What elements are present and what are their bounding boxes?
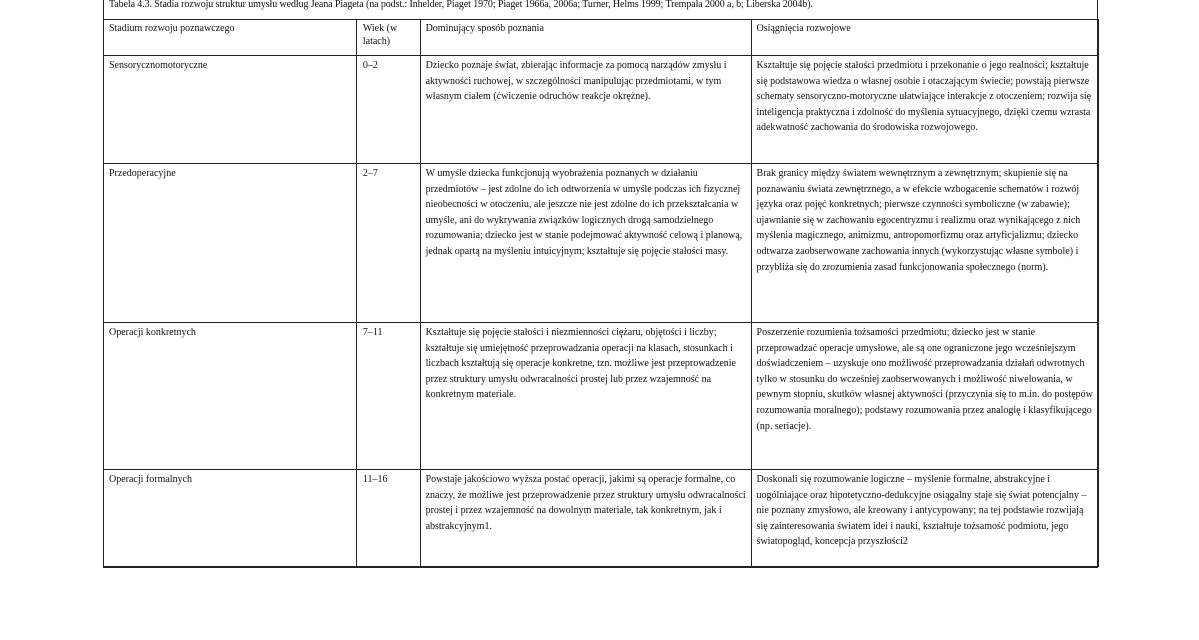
piaget-stages-table bbox=[103, 19, 1099, 567]
achievements-cell: Brak granicy między światem wewnętrznym a zewnętrznym; skupienie się na poznawaniu świata zewnętrznego, a w efekcie wzbogacenie schematów i rozwój języka oraz pojęć konkretnych; pierwsze czynności symboliczne (w zabawie); ujawnianie się w zachowaniu egocentryzmu i realizmu oraz wynikającego z nich myślenia magicznego, animizmu, antropomorfizmu oraz artyficjalizmu; dziecko odtwarza zaobserwowane zachowania innych (wykorzystując własne symbole) i przybliża się do zrozumienia zasad funkcjonowania społecznego (norm). bbox=[751, 164, 1098, 323]
mode-cell: Kształtuje się pojęcie stałości i niezmienności ciężaru, objętości i liczby; kształtuje się umiejętność przeprowadzania operacji na klasach, stosunkach i liczbach kształtują się operacje konkretne, tzn. możliwe jest przeprowadzenie przez struktury umysłu odwracalności prostej lub przez wzajemność na konkretnym materiale. bbox=[420, 323, 751, 470]
table-caption: Tabela 4.3. Stadia rozwoju struktur umysłu według Jeana Piageta (na podst.: Inhelder, Piaget 1970; Piaget 1966a, 2006a; Turner, Helms 1999; Trempała 2000 a, b; Liberska 2004b). bbox=[109, 0, 813, 10]
mode-cell: Dziecko poznaje świat, zbierając informacje za pomocą narządów zmysłu i aktywności ruchowej, w szczególności manipulując przedmiotami, w tym własnym ciałem (ćwiczenie odruchów reakcje okrężne). bbox=[420, 56, 751, 164]
header-achievements: Osiągnięcia rozwojowe bbox=[751, 20, 1098, 56]
mode-cell: Powstaje jakościowo wyższa postać operacji, jakimi są operacje formalne, co znaczy, że możliwe jest przeprowadzenie przez struktury umysłu odwracalności prostej i przez wzajemność na dowolnym materiale, tak konkretnym, jak i abstrakcyjnym1. bbox=[420, 470, 751, 567]
achievements-cell: Poszerzenie rozumienia tożsamości przedmiotu; dziecko jest w stanie przeprowadzać operacje umysłowe, ale są one ograniczone jego wcześniejszym doświadczeniem – uzyskuje ono możliwość przeprowadzania działań odwrotnych tylko w stosunku do wcześniej zaobserwowanych i możliwość niwelowania, w pewnym stopniu, skutków własnej aktywności (przyczynia się to m.in. do postępów rozumowania moralnego); podstawy rozumowania przez analogię i klasyfikującego (np. seriacje). bbox=[751, 323, 1098, 470]
stage-cell: Operacji formalnych bbox=[104, 470, 357, 567]
mode-cell: W umyśle dziecka funkcjonują wyobrażenia poznanych w działaniu przedmiotów – jest zdolne do ich odtworzenia w umyśle podczas ich fizycznej nieobecności w otoczeniu, ale jeszcze nie jest zdolne do ich przekształcania w umyśle, ani do wykrywania związków logicznych drogą samodzielnego rozumowania; dziecko jest w stanie podejmować aktywność celową i planową, jednak opartą na myśleniu intuicyjnym; kształtuje się pojęcie stałości masy. bbox=[420, 164, 751, 323]
stage-cell: Sensorycznomotoryczne bbox=[104, 56, 357, 164]
header-mode: Dominujący sposób poznania bbox=[420, 20, 751, 56]
age-cell: 2–7 bbox=[356, 164, 420, 323]
stage-cell: Operacji konkretnych bbox=[104, 323, 357, 470]
document-page bbox=[103, 0, 1098, 568]
achievements-cell: Doskonali się rozumowanie logiczne – myślenie formalne, abstrakcyjne i uogólniające oraz hipotetyczno-dedukcyjne osiągalny staje się świat potencjalny – nie poznany zmysłowo, ale kreowany i antycypowany; na tej podstawie rozwijają się zainteresowania światem idei i nauki, kształtuje tożsamość podmiotu, jego światopogląd, koncepcja przyszłości2 bbox=[751, 470, 1098, 567]
table-row bbox=[104, 470, 1099, 567]
table-row bbox=[104, 56, 1099, 164]
age-cell: 7–11 bbox=[356, 323, 420, 470]
table-row bbox=[104, 164, 1099, 323]
header-stage: Stadium rozwoju poznawczego bbox=[104, 20, 357, 56]
age-cell: 0–2 bbox=[356, 56, 420, 164]
age-cell: 11–16 bbox=[356, 470, 420, 567]
header-age: Wiek (w latach) bbox=[356, 20, 420, 56]
table-row bbox=[104, 323, 1099, 470]
table-header-row bbox=[104, 20, 1099, 56]
achievements-cell: Kształtuje się pojęcie stałości przedmiotu i przekonanie o jego realności; kształtuje się podstawowa wiedza o własnej osobie i otaczającym świecie; powstają pierwsze schematy sensoryczno-motoryczne ułatwiające interakcje z otoczeniem; rozwija się inteligencja praktyczna i zdolność do myślenia sytuacyjnego, dzięki czemu wzrasta adekwatność zachowania do środowiska rozwojowego. bbox=[751, 56, 1098, 164]
stage-cell: Przedoperacyjne bbox=[104, 164, 357, 323]
